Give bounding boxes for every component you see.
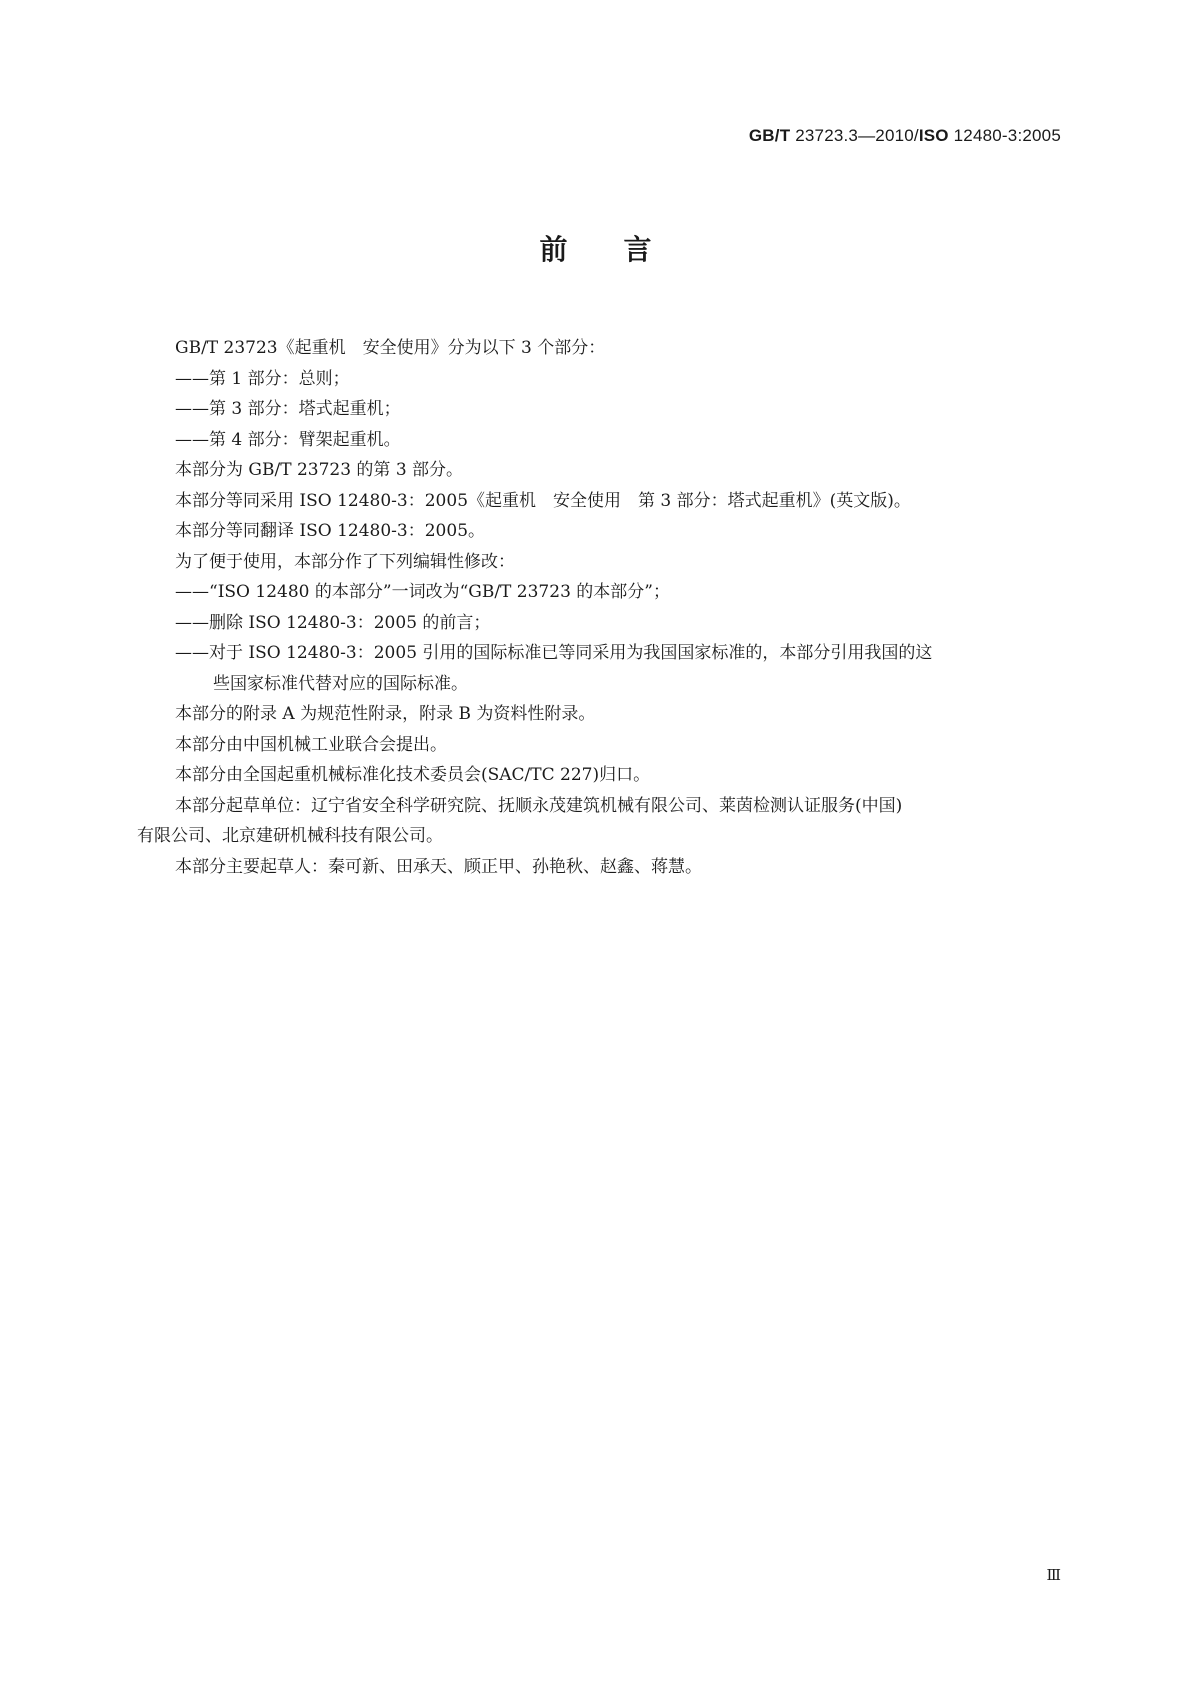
paragraph-drafting-units-cont: 有限公司、北京建研机械科技有限公司。 [137,826,443,846]
iso-number: 12480-3:2005 [953,126,1061,145]
paragraph-proposed-by: 本部分由中国机械工业联合会提出。 [175,734,447,755]
paragraph-annexes: 本部分的附录 A 为规范性附录，附录 B 为资料性附录。 [175,704,596,724]
foreword-body [137,333,1063,882]
paragraph-translation: 本部分等同翻译 ISO 12480-3：2005。 [175,521,486,541]
list-item-part-4: ——第 4 部分：臂架起重机。 [175,429,401,450]
paragraph-responsible: 本部分由全国起重机械标准化技术委员会(SAC/TC 227)归口。 [175,765,651,785]
list-item-edit-term: ——“ISO 12480 的本部分”一词改为“GB/T 23723 的本部分”； [175,582,670,602]
std-number: 23723.3—2010/ [795,126,919,145]
paragraph-this-part: 本部分为 GB/T 23723 的第 3 部分。 [175,460,464,480]
iso-prefix: ISO [918,126,949,145]
paragraph-drafters: 本部分主要起草人：秦可新、田承天、顾正甲、孙艳秋、赵鑫、蒋慧。 [175,856,702,877]
std-prefix: GB/T [748,126,791,145]
list-item-part-1: ——第 1 部分：总则； [175,368,350,389]
page-title: 前言 [539,233,708,266]
paragraph-drafting-units: 本部分起草单位：辽宁省安全科学研究院、抚顺永茂建筑机械有限公司、莱茵检测认证服务(中国) [175,795,903,816]
list-item-edit-references-cont: 些国家标准代替对应的国际标准。 [213,673,468,694]
paragraph-adoption: 本部分等同采用 ISO 12480-3：2005《起重机 安全使用 第 3 部分：塔式起重机》(英文版)。 [175,490,911,511]
paragraph-edits-intro: 为了便于使用，本部分作了下列编辑性修改： [175,551,515,572]
list-item-edit-references: ——对于 ISO 12480-3：2005 引用的国际标准已等同采用为我国国家标准的，本部分引用我国的这 [175,643,933,663]
page-number: Ⅲ [1046,1566,1061,1584]
list-item-part-3: ——第 3 部分：塔式起重机； [175,399,401,419]
list-item-edit-foreword: ——删除 ISO 12480-3：2005 的前言； [175,612,491,633]
standard-code-header [749,126,1061,146]
paragraph-parts-intro: GB/T 23723《起重机 安全使用》分为以下 3 个部分： [175,338,606,358]
